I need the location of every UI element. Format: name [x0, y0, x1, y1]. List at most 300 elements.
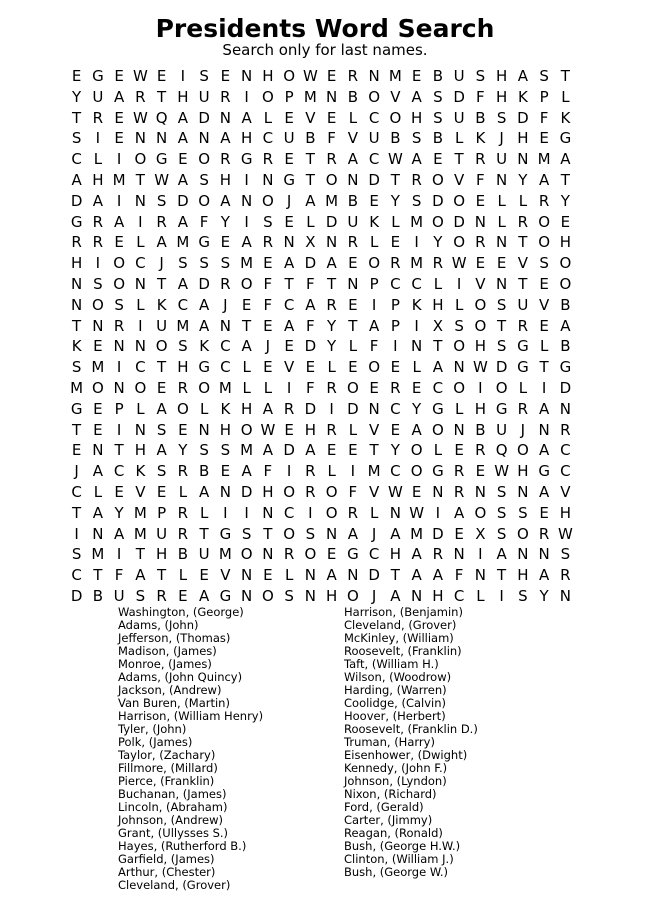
grid-letter: B: [390, 129, 401, 148]
grid-letter: R: [262, 150, 274, 169]
grid-letter: S: [411, 191, 422, 210]
word-list-item: Kennedy, (John F.): [344, 761, 448, 775]
grid-letter: A: [92, 462, 103, 481]
grid-row: [66, 586, 576, 607]
grid-letter: I: [478, 378, 483, 397]
grid-letter: C: [411, 274, 422, 293]
grid-letter: A: [305, 191, 316, 210]
grid-letter: O: [431, 212, 444, 231]
grid-letter: I: [244, 503, 249, 522]
grid-letter: A: [432, 566, 443, 585]
word-list-item: Coolidge, (Calvin): [344, 696, 447, 710]
grid-letter: B: [347, 191, 359, 210]
grid-letter: R: [347, 503, 359, 522]
grid-letter: E: [71, 441, 82, 460]
grid-letter: R: [92, 233, 104, 252]
grid-letter: K: [517, 87, 528, 106]
grid-letter: D: [304, 337, 317, 356]
grid-letter: L: [327, 462, 336, 481]
grid-letter: N: [517, 482, 529, 501]
grid-letter: H: [177, 358, 189, 377]
grid-letter: N: [368, 399, 380, 418]
grid-letter: B: [560, 295, 571, 314]
grid-letter: E: [326, 545, 337, 564]
grid-letter: L: [476, 586, 485, 605]
grid-letter: R: [347, 67, 359, 85]
grid-letter: N: [241, 191, 253, 210]
grid-row: [66, 440, 576, 461]
grid-letter: A: [177, 170, 188, 189]
grid-letter: E: [263, 254, 273, 273]
grid-letter: L: [433, 274, 443, 293]
grid-letter: O: [283, 482, 296, 501]
grid-letter: I: [286, 378, 292, 397]
grid-letter: O: [538, 212, 551, 231]
grid-letter: N: [453, 545, 465, 564]
grid-letter: A: [453, 503, 465, 522]
grid-letter: O: [368, 87, 381, 106]
grid-letter: N: [134, 191, 146, 210]
grid-letter: R: [453, 462, 465, 481]
grid-letter: Y: [220, 212, 230, 231]
grid-letter: L: [454, 399, 464, 418]
grid-letter: H: [474, 399, 487, 418]
grid-letter: I: [244, 212, 249, 231]
grid-letter: L: [199, 399, 209, 418]
word-list-item: Roosevelt, (Franklin D.): [344, 722, 478, 736]
grid-letter: J: [74, 462, 79, 481]
grid-letter: S: [518, 503, 528, 522]
grid-letter: T: [93, 566, 103, 585]
word-list-item: Cleveland, (Grover): [118, 878, 231, 892]
grid-letter: M: [410, 254, 424, 273]
grid-letter: O: [559, 274, 572, 293]
grid-letter: G: [432, 399, 444, 418]
grid-letter: M: [133, 503, 147, 522]
grid-letter: I: [116, 420, 122, 439]
grid-letter: K: [560, 108, 571, 127]
grid-letter: A: [220, 191, 231, 210]
grid-letter: V: [560, 482, 571, 501]
grid-letter: E: [114, 482, 124, 501]
grid-letter: W: [132, 67, 148, 85]
grid-letter: E: [369, 378, 379, 397]
grid-letter: A: [326, 254, 337, 273]
grid-letter: Y: [178, 441, 188, 460]
grid-letter: O: [516, 441, 529, 460]
word-list-item: Harrison, (Benjamin): [344, 605, 463, 619]
grid-letter: I: [478, 545, 483, 564]
grid-letter: L: [178, 482, 188, 501]
grid-letter: I: [308, 503, 313, 522]
grid-letter: R: [305, 462, 316, 481]
grid-letter: Q: [495, 441, 508, 460]
grid-letter: O: [261, 586, 274, 605]
grid-letter: O: [283, 67, 296, 85]
grid-letter: N: [198, 129, 210, 148]
grid-letter: S: [305, 524, 316, 543]
word-list-right-column: [344, 606, 594, 879]
grid-letter: V: [220, 566, 231, 585]
grid-letter: I: [244, 170, 249, 189]
word-list-item: Adams, (John Quincy): [118, 670, 243, 684]
grid-letter: O: [453, 233, 466, 252]
word-list-item: Harrison, (William Henry): [118, 709, 264, 723]
grid-letter: V: [347, 129, 358, 148]
grid-letter: V: [453, 170, 465, 189]
grid-letter: H: [219, 170, 232, 189]
grid-letter: R: [71, 233, 82, 252]
grid-letter: U: [156, 524, 168, 543]
grid-letter: A: [411, 150, 422, 169]
grid-letter: E: [284, 150, 294, 169]
grid-letter: S: [475, 67, 486, 85]
grid-letter: R: [305, 482, 316, 501]
grid-letter: T: [72, 108, 82, 127]
grid-letter: A: [347, 524, 358, 543]
grid-letter: E: [496, 254, 507, 273]
grid-letter: G: [219, 524, 232, 543]
grid-letter: M: [176, 233, 190, 252]
grid-letter: A: [496, 545, 507, 564]
grid-letter: R: [390, 254, 401, 273]
grid-letter: H: [70, 254, 83, 273]
grid-row: [66, 191, 576, 212]
grid-letter: L: [242, 378, 251, 397]
word-list-item: Hayes, (Rutherford B.): [118, 839, 247, 853]
grid-letter: O: [538, 233, 551, 252]
grid-letter: E: [433, 150, 443, 169]
grid-letter: R: [347, 233, 359, 252]
grid-letter: O: [495, 378, 508, 397]
grid-letter: V: [475, 274, 486, 293]
grid-letter: X: [475, 524, 486, 543]
grid-letter: R: [432, 254, 444, 273]
grid-letter: S: [93, 274, 103, 293]
grid-letter: I: [116, 545, 122, 564]
grid-letter: R: [262, 233, 274, 252]
grid-letter: C: [71, 566, 82, 585]
grid-letter: A: [390, 524, 401, 543]
grid-letter: R: [432, 545, 444, 564]
grid-letter: N: [411, 586, 423, 605]
grid-letter: C: [135, 254, 146, 273]
word-list-item: Tyler, (John): [118, 722, 187, 736]
grid-letter: E: [178, 150, 188, 169]
grid-letter: K: [411, 295, 422, 314]
grid-letter: G: [517, 337, 529, 356]
grid-letter: M: [112, 170, 126, 189]
grid-letter: E: [454, 524, 464, 543]
grid-letter: I: [95, 254, 101, 273]
grid-row: [66, 378, 576, 399]
grid-letter: G: [538, 462, 550, 481]
grid-letter: S: [71, 129, 82, 148]
grid-letter: B: [198, 462, 210, 481]
grid-letter: G: [92, 67, 104, 85]
grid-letter: L: [454, 295, 464, 314]
grid-letter: F: [454, 566, 464, 585]
grid-letter: G: [240, 150, 253, 169]
grid-letter: A: [92, 503, 103, 522]
word-list-item: Madison, (James): [118, 644, 217, 658]
grid-letter: L: [497, 191, 506, 210]
word-list-item: Adams, (John): [118, 618, 199, 632]
grid-letter: T: [135, 545, 145, 564]
grid-letter: N: [198, 420, 210, 439]
grid-letter: S: [220, 254, 231, 273]
grid-letter: N: [474, 482, 486, 501]
page-subtitle: Search only for last names.: [222, 41, 428, 59]
grid-letter: G: [198, 233, 210, 252]
grid-letter: C: [283, 503, 295, 522]
grid-letter: B: [560, 337, 571, 356]
grid-letter: T: [560, 170, 570, 189]
grid-letter: F: [306, 274, 315, 293]
word-list-item: Taft, (William H.): [344, 657, 439, 671]
grid-letter: T: [157, 358, 167, 377]
grid-letter: C: [177, 295, 189, 314]
grid-letter: R: [135, 87, 146, 106]
grid-letter: O: [240, 420, 253, 439]
grid-letter: O: [453, 337, 466, 356]
grid-letter: C: [560, 462, 571, 481]
grid-letter: I: [116, 358, 122, 377]
grid-letter: S: [71, 358, 82, 377]
grid-letter: E: [93, 399, 103, 418]
grid-letter: W: [472, 358, 488, 377]
grid-letter: E: [220, 67, 231, 85]
grid-letter: U: [113, 586, 125, 605]
grid-letter: K: [135, 462, 146, 481]
grid-letter: T: [497, 316, 507, 335]
grid-letter: N: [517, 150, 529, 169]
grid-letter: T: [369, 441, 379, 460]
grid-letter: I: [499, 586, 504, 605]
grid-letter: J: [371, 586, 377, 605]
grid-letter: N: [347, 274, 359, 293]
grid-letter: R: [156, 212, 167, 231]
grid-letter: V: [538, 295, 550, 314]
grid-letter: T: [157, 274, 167, 293]
grid-letter: F: [369, 337, 379, 356]
grid-letter: T: [157, 87, 167, 106]
grid-letter: E: [539, 316, 549, 335]
grid-letter: L: [284, 566, 294, 585]
grid-letter: U: [496, 420, 508, 439]
grid-letter: A: [538, 170, 550, 189]
grid-letter: L: [348, 108, 358, 127]
grid-letter: G: [70, 212, 83, 231]
grid-letter: W: [409, 503, 425, 522]
grid-letter: L: [369, 503, 379, 522]
grid-letter: O: [368, 254, 381, 273]
grid-letter: N: [71, 274, 83, 293]
grid-letter: C: [432, 378, 444, 397]
word-list-item: Taylor, (Zachary): [118, 748, 216, 762]
word-list-item: Washington, (George): [118, 605, 244, 619]
word-list-item: Van Buren, (Martin): [118, 696, 230, 710]
grid-letter: N: [219, 108, 231, 127]
grid-letter: R: [475, 441, 486, 460]
grid-letter: E: [114, 233, 124, 252]
grid-letter: H: [432, 586, 444, 605]
grid-letter: A: [135, 566, 146, 585]
grid-letter: I: [414, 233, 419, 252]
grid-letter: Y: [433, 233, 443, 252]
grid-letter: S: [178, 337, 188, 356]
grid-letter: N: [241, 586, 253, 605]
grid-letter: A: [241, 462, 252, 481]
grid-row: [66, 170, 576, 191]
grid-letter: C: [262, 129, 274, 148]
grid-letter: W: [451, 254, 467, 273]
grid-letter: H: [389, 545, 402, 564]
grid-letter: G: [70, 399, 83, 418]
grid-letter: H: [155, 545, 168, 564]
grid-letter: N: [92, 524, 104, 543]
grid-letter: S: [199, 254, 209, 273]
grid-letter: H: [240, 129, 253, 148]
grid-letter: D: [368, 566, 380, 585]
grid-letter: A: [560, 316, 571, 335]
word-list-item: Hoover, (Herbert): [344, 709, 446, 723]
grid-letter: S: [156, 191, 167, 210]
grid-letter: M: [388, 67, 402, 85]
word-list-item: Roosevelt, (Franklin): [344, 644, 462, 658]
grid-row: [66, 295, 576, 316]
grid-letter: F: [539, 108, 549, 127]
grid-letter: E: [263, 566, 273, 585]
word-list-left-column: [118, 606, 368, 892]
grid-letter: T: [284, 274, 294, 293]
grid-letter: V: [517, 254, 528, 273]
grid-letter: R: [177, 462, 189, 481]
word-list-item: Jackson, (Andrew): [118, 683, 222, 697]
grid-letter: A: [347, 150, 358, 169]
grid-letter: A: [92, 191, 103, 210]
grid-letter: Y: [539, 586, 549, 605]
grid-letter: S: [241, 524, 252, 543]
grid-letter: R: [220, 150, 231, 169]
grid-letter: H: [517, 566, 529, 585]
grid-letter: B: [347, 87, 359, 106]
grid-letter: A: [198, 295, 210, 314]
grid-letter: K: [71, 337, 82, 356]
grid-letter: C: [560, 441, 571, 460]
grid-letter: S: [433, 108, 443, 127]
grid-letter: A: [411, 545, 422, 564]
grid-letter: J: [499, 129, 504, 148]
grid-letter: R: [326, 295, 337, 314]
grid-letter: E: [114, 67, 124, 85]
grid-letter: O: [261, 87, 274, 106]
grid-letter: O: [410, 462, 423, 481]
grid-letter: K: [199, 337, 210, 356]
grid-letter: O: [261, 191, 274, 210]
grid-letter: R: [177, 378, 189, 397]
grid-letter: T: [72, 420, 82, 439]
word-list-item: Lincoln, (Abraham): [118, 800, 228, 814]
grid-letter: L: [327, 358, 336, 377]
grid-letter: N: [134, 274, 146, 293]
grid-letter: T: [305, 150, 315, 169]
grid-letter: M: [325, 191, 339, 210]
grid-letter: N: [389, 503, 401, 522]
grid-letter: S: [156, 420, 167, 439]
grid-letter: I: [138, 316, 143, 335]
grid-letter: E: [411, 482, 422, 501]
grid-letter: C: [113, 462, 125, 481]
grid-letter: H: [134, 441, 147, 460]
grid-letter: P: [284, 87, 294, 106]
grid-letter: S: [114, 295, 124, 314]
grid-letter: R: [326, 150, 337, 169]
grid-letter: E: [539, 503, 549, 522]
grid-letter: O: [346, 378, 359, 397]
grid-letter: A: [305, 295, 316, 314]
grid-letter: I: [414, 316, 419, 335]
grid-letter: Q: [155, 108, 168, 127]
grid-letter: E: [178, 420, 188, 439]
grid-letter: H: [495, 87, 508, 106]
grid-letter: O: [134, 150, 147, 169]
grid-letter: T: [72, 503, 82, 522]
grid-letter: R: [326, 378, 337, 397]
grid-letter: C: [71, 150, 82, 169]
grid-letter: B: [92, 586, 104, 605]
grid-row: [66, 357, 576, 378]
word-list-item: Reagan, (Ronald): [344, 826, 443, 840]
grid-letter: H: [219, 420, 232, 439]
grid-letter: D: [347, 399, 359, 418]
grid-letter: T: [433, 337, 443, 356]
grid-letter: H: [262, 67, 274, 85]
grid-letter: H: [240, 399, 253, 418]
grid-row: [66, 420, 576, 441]
grid-letter: N: [241, 566, 253, 585]
grid-letter: L: [454, 129, 464, 148]
grid-letter: G: [559, 358, 572, 377]
grid-letter: T: [348, 316, 358, 335]
grid-letter: O: [134, 378, 147, 397]
grid-letter: I: [74, 524, 79, 543]
grid-row: [66, 316, 576, 337]
grid-letter: B: [432, 129, 444, 148]
grid-letter: E: [539, 274, 549, 293]
grid-letter: L: [199, 503, 209, 522]
grid-letter: I: [350, 462, 356, 481]
grid-letter: N: [347, 170, 359, 189]
grid-letter: V: [368, 420, 380, 439]
grid-letter: M: [367, 462, 381, 481]
grid-letter: H: [177, 87, 189, 106]
grid-letter: A: [368, 316, 380, 335]
grid-letter: L: [263, 108, 273, 127]
grid-letter: T: [72, 316, 82, 335]
grid-letter: P: [369, 274, 379, 293]
grid-letter: R: [475, 233, 486, 252]
grid-letter: E: [156, 67, 167, 85]
grid-letter: E: [390, 233, 401, 252]
grid-row: [66, 482, 576, 503]
grid-letter: N: [134, 129, 146, 148]
grid-letter: L: [369, 233, 379, 252]
grid-letter: I: [456, 274, 462, 293]
grid-letter: E: [156, 378, 167, 397]
grid-letter: J: [159, 254, 164, 273]
grid-letter: W: [132, 108, 148, 127]
